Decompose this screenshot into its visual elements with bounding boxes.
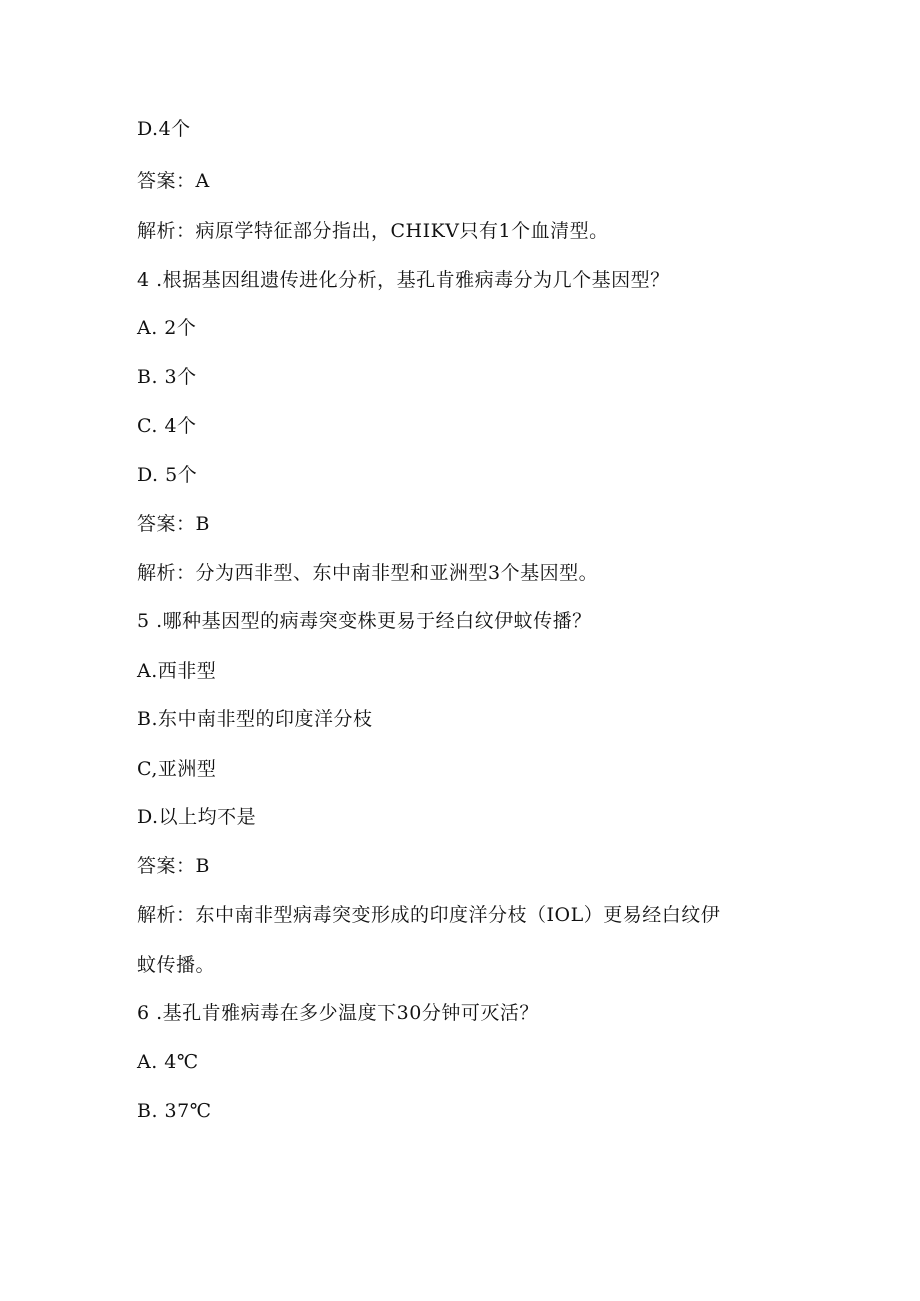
q4-option-b: B. 3个 — [137, 366, 197, 388]
q6-question: 6 .基孔肯雅病毒在多少温度下30分钟可灭活？ — [137, 1002, 539, 1024]
q4-answer: 答案：B — [137, 513, 210, 535]
q5-question: 5 .哪种基因型的病毒突变株更易于经白纹伊蚊传播？ — [137, 610, 592, 632]
q4-option-c: C. 4个 — [137, 415, 197, 437]
q5-answer: 答案：B — [137, 855, 210, 877]
q5-option-c: C,亚洲型 — [137, 758, 217, 780]
q6-option-b: B. 37℃ — [137, 1100, 212, 1122]
q5-option-d: D.以上均不是 — [137, 806, 257, 828]
q5-option-a: A.西非型 — [137, 660, 217, 682]
q3-explanation: 解析：病原学特征部分指出，CHIKV只有1个血清型。 — [137, 220, 609, 242]
q5-explanation-line1: 解析：东中南非型病毒突变形成的印度洋分枝（IOL）更易经白纹伊 — [137, 904, 721, 926]
q3-answer: 答案：A — [137, 170, 210, 192]
q6-option-a: A. 4℃ — [137, 1051, 199, 1073]
q5-explanation-line2: 蚊传播。 — [137, 954, 216, 976]
q4-question: 4 .根据基因组遗传进化分析，基孔肯雅病毒分为几个基因型？ — [137, 269, 670, 291]
q3-option-d: D.4个 — [137, 118, 191, 140]
q4-explanation: 解析：分为西非型、东中南非型和亚洲型3个基因型。 — [137, 562, 599, 584]
q5-option-b: B.东中南非型的印度洋分枝 — [137, 708, 373, 730]
q4-option-d: D. 5个 — [137, 464, 198, 486]
q4-option-a: A. 2个 — [137, 317, 197, 339]
